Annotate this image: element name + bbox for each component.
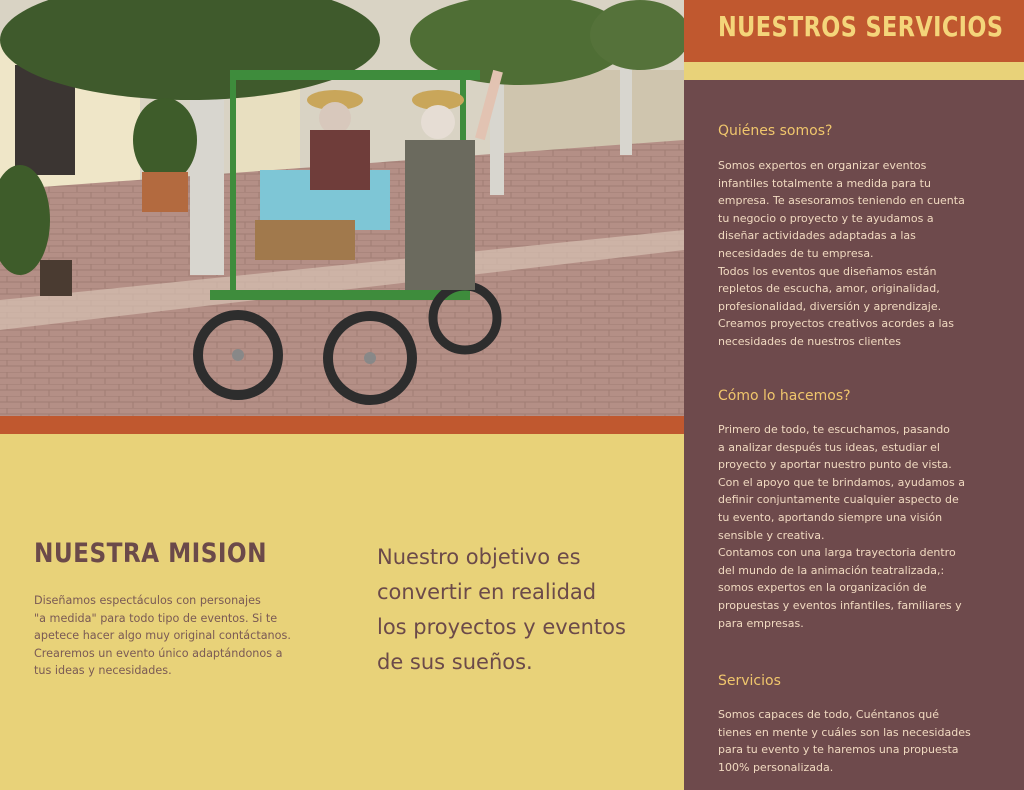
section-text-como-lo-hacemos: Primero de todo, te escuchamos, pasando a analizar después tus ideas, estudiar el proyecto y aportar nuestro punto de vista. Con el apoyo que te brindamos, ayudamos a definir conjuntamente cualquier aspecto de tu evento, aportando siempre una visión sensible y creativa. Contamos con una larga trayectoria dentro del mundo de la animación teatralizada,: somos expertos en la organización de propuestas y eventos infantiles, familiares y para empresas. [718,423,965,630]
hero-photo [0,0,684,416]
mission-title: NUESTRA MISION [34,538,267,569]
section-text-quienes-somos: Somos expertos en organizar eventos infantiles totalmente a medida para tu empresa. Te asesoramos teniendo en cuenta tu negocio o proyecto y te ayudamos a diseñar actividades adaptadas a las necesidades de tu empresa. Todos los eventos que diseñamos están repletos de escucha, amor, originalidad, profesionalidad, diversión y aprendizaje. Creamos proyectos creativos acordes a las necesidades de nuestros clientes [718,159,965,348]
services-header [684,0,1024,62]
section-heading-como-lo-hacemos: Cómo lo hacemos? [718,388,851,404]
services-title: NUESTROS SERVICIOS [718,10,1004,43]
rust-divider-band [0,416,684,434]
objective-statement: Nuestro objetivo es convertir en realidad los proyectos y eventos de sus sueños. [377,545,626,674]
section-heading-servicios: Servicios [718,673,781,689]
street-performers-quadricycle-image [0,0,684,416]
section-heading-quienes-somos: Quiénes somos? [718,123,833,139]
mustard-stripe [684,62,1024,80]
section-text-servicios: Somos capaces de todo, Cuéntanos qué tienes en mente y cuáles son las necesidades para tu evento y te haremos una propuesta 100% personalizada. [718,708,971,774]
mission-text: Diseñamos espectáculos con personajes "a medida" para todo tipo de eventos. Si te apetece hacer algo muy original contáctanos. Crearemos un evento único adaptándonos a tus ideas y necesidades. [34,594,291,677]
